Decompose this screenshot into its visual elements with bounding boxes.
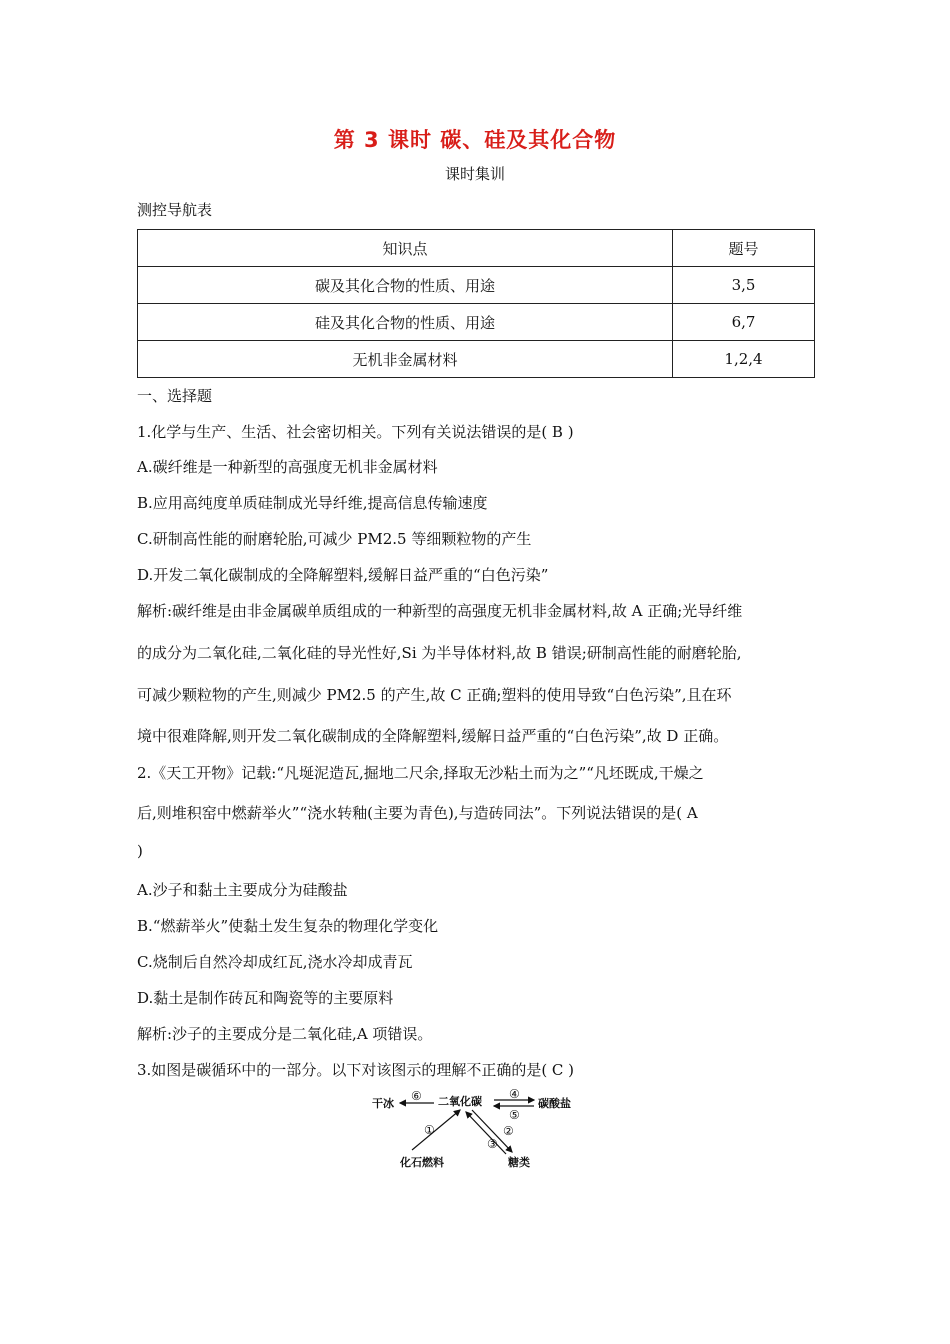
question-2-option-a: A.沙子和黏土主要成分为硅酸盐 <box>137 881 348 899</box>
question-2-option-c: C.烧制后自然冷却成红瓦,浇水冷却成青瓦 <box>137 953 413 971</box>
node-sugars: 糖类 <box>508 1156 530 1169</box>
table-row <box>138 304 815 341</box>
nav-table <box>137 229 815 378</box>
node-carbonate: 碳酸盐 <box>538 1097 571 1110</box>
table-cell: 3,5 <box>673 267 815 304</box>
page-subtitle: 课时集训 <box>444 165 505 183</box>
arrow-3 <box>466 1112 506 1154</box>
question-1-option-c: C.研制高性能的耐磨轮胎,可减少 PM2.5 等细颗粒物的产生 <box>137 530 532 548</box>
table-cell: 6,7 <box>673 304 815 341</box>
table-cell: 1,2,4 <box>673 341 815 378</box>
table-cell: 硅及其化合物的性质、用途 <box>138 304 673 341</box>
question-3-stem: 3.如图是碳循环中的一部分。以下对该图示的理解不正确的是( C ) <box>137 1061 575 1079</box>
carbon-cycle-diagram <box>360 1088 600 1178</box>
label-2: ② <box>503 1124 514 1138</box>
question-1-stem: 1.化学与生产、生活、社会密切相关。下列有关说法错误的是( B ) <box>137 423 574 441</box>
label-6: ⑥ <box>411 1089 422 1103</box>
question-1-analysis-line: 境中很难降解,则开发二氧化碳制成的全降解塑料,缓解日益严重的“白色污染”,故 D 正确。 <box>137 727 729 745</box>
node-fossil-fuel: 化石燃料 <box>400 1156 444 1169</box>
table-cell: 碳及其化合物的性质、用途 <box>138 267 673 304</box>
page-title: 第 3 课时 碳、硅及其化合物 <box>333 128 617 152</box>
label-5: ⑤ <box>509 1108 520 1122</box>
question-2-analysis: 解析:沙子的主要成分是二氧化硅,A 项错误。 <box>137 1025 433 1043</box>
question-1-option-b: B.应用高纯度单质硅制成光导纤维,提高信息传输速度 <box>137 494 488 512</box>
question-2-option-b: B.“燃薪举火”使黏土发生复杂的物理化学变化 <box>137 917 439 935</box>
label-3: ③ <box>487 1137 498 1151</box>
question-2-option-d: D.黏土是制作砖瓦和陶瓷等的主要原料 <box>137 989 394 1007</box>
table-row <box>138 341 815 378</box>
table-header-row <box>138 230 815 267</box>
table-row <box>138 267 815 304</box>
column-header-question-number: 题号 <box>673 230 815 267</box>
arrow-1 <box>412 1110 460 1150</box>
question-2-stem-line: ) <box>137 842 143 860</box>
question-1-analysis-line: 可减少颗粒物的产生,则减少 PM2.5 的产生,故 C 正确;塑料的使用导致“白色污染”,且在环 <box>137 686 732 704</box>
table-cell: 无机非金属材料 <box>138 341 673 378</box>
label-1: ① <box>424 1123 435 1137</box>
question-1-option-d: D.开发二氧化碳制成的全降解塑料,缓解日益严重的“白色污染” <box>137 566 549 584</box>
question-2-stem-line: 2.《天工开物》记载:“凡埏泥造瓦,掘地二尺余,择取无沙粘土而为之”“凡坯既成,干燥之 <box>137 764 704 782</box>
question-1-analysis-line: 解析:碳纤维是由非金属碳单质组成的一种新型的高强度无机非金属材料,故 A 正确;光导纤维 <box>137 602 743 620</box>
question-1-analysis-line: 的成分为二氧化硅,二氧化硅的导光性好,Si 为半导体材料,故 B 错误;研制高性能的耐磨轮胎, <box>137 644 742 662</box>
question-2-stem-line: 后,则堆积窑中燃薪举火”“浇水转釉(主要为青色),与造砖同法”。下列说法错误的是( A <box>137 804 698 822</box>
label-4: ④ <box>509 1088 520 1101</box>
node-dry-ice: 干冰 <box>372 1097 394 1110</box>
question-1-option-a: A.碳纤维是一种新型的高强度无机非金属材料 <box>137 458 438 476</box>
table-caption: 测控导航表 <box>137 201 213 219</box>
node-carbon-dioxide: 二氧化碳 <box>438 1095 482 1108</box>
column-header-knowledge: 知识点 <box>138 230 673 267</box>
section-heading: 一、选择题 <box>137 387 213 405</box>
